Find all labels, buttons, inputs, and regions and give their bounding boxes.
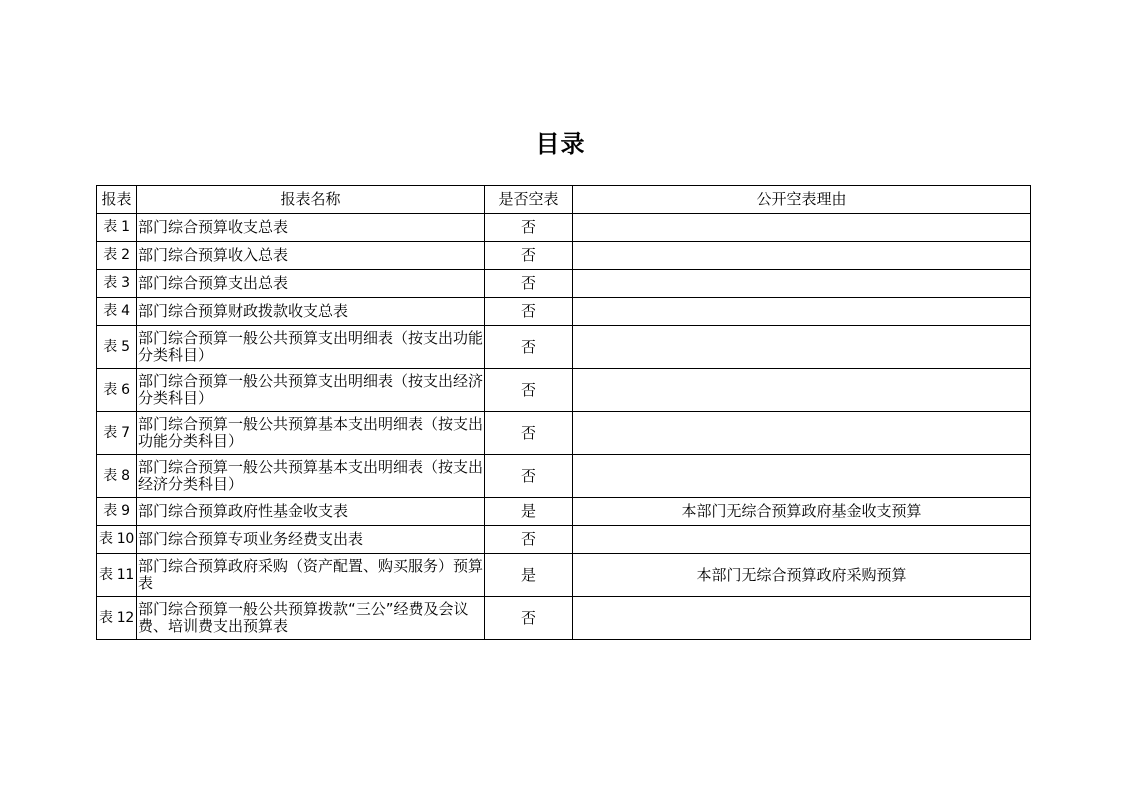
report-name: 部门综合预算财政拨款收支总表 (137, 298, 485, 326)
is-empty: 是 (485, 498, 573, 526)
is-empty: 否 (485, 412, 573, 455)
empty-reason (573, 326, 1031, 369)
report-no: 表 1 (97, 214, 137, 242)
is-empty: 否 (485, 298, 573, 326)
empty-reason (573, 597, 1031, 640)
empty-reason: 本部门无综合预算政府采购预算 (573, 554, 1031, 597)
report-name: 部门综合预算一般公共预算支出明细表（按支出经济分类科目） (137, 369, 485, 412)
report-no: 表 8 (97, 455, 137, 498)
report-no: 表 4 (97, 298, 137, 326)
is-empty: 是 (485, 554, 573, 597)
report-no: 表 5 (97, 326, 137, 369)
empty-reason (573, 412, 1031, 455)
page-title: 目录 (535, 130, 586, 158)
empty-reason (573, 270, 1031, 298)
report-no: 表 9 (97, 498, 137, 526)
header-report-name: 报表名称 (137, 186, 485, 214)
empty-reason (573, 242, 1031, 270)
report-name: 部门综合预算一般公共预算基本支出明细表（按支出功能分类科目） (137, 412, 485, 455)
report-no: 表 3 (97, 270, 137, 298)
is-empty: 否 (485, 242, 573, 270)
empty-reason (573, 526, 1031, 554)
is-empty: 否 (485, 214, 573, 242)
empty-reason (573, 455, 1031, 498)
report-name: 部门综合预算支出总表 (137, 270, 485, 298)
report-name: 部门综合预算一般公共预算支出明细表（按支出功能分类科目） (137, 326, 485, 369)
report-name: 部门综合预算政府采购（资产配置、购买服务）预算表 (137, 554, 485, 597)
empty-reason: 本部门无综合预算政府基金收支预算 (573, 498, 1031, 526)
table-row (97, 597, 1031, 640)
report-name: 部门综合预算政府性基金收支表 (137, 498, 485, 526)
report-name: 部门综合预算专项业务经费支出表 (137, 526, 485, 554)
is-empty: 否 (485, 526, 573, 554)
empty-reason (573, 298, 1031, 326)
table-row (97, 369, 1031, 412)
table-row (97, 554, 1031, 597)
header-empty-reason: 公开空表理由 (573, 186, 1031, 214)
table-row (97, 298, 1031, 326)
table-row (97, 526, 1031, 554)
is-empty: 否 (485, 270, 573, 298)
is-empty: 否 (485, 597, 573, 640)
is-empty: 否 (485, 326, 573, 369)
table-row (97, 455, 1031, 498)
report-name: 部门综合预算收支总表 (137, 214, 485, 242)
report-no: 表 2 (97, 242, 137, 270)
header-is-empty: 是否空表 (485, 186, 573, 214)
table-row (97, 270, 1031, 298)
report-no: 表 6 (97, 369, 137, 412)
table-row (97, 412, 1031, 455)
report-name: 部门综合预算一般公共预算基本支出明细表（按支出经济分类科目） (137, 455, 485, 498)
report-no: 表 12 (97, 597, 137, 640)
empty-reason (573, 369, 1031, 412)
empty-reason (573, 214, 1031, 242)
report-name: 部门综合预算一般公共预算拨款“三公”经费及会议费、培训费支出预算表 (137, 597, 485, 640)
table-row (97, 498, 1031, 526)
is-empty: 否 (485, 455, 573, 498)
report-no: 表 11 (97, 554, 137, 597)
table-row (97, 242, 1031, 270)
table-row (97, 326, 1031, 369)
report-no: 表 10 (97, 526, 137, 554)
toc-table (96, 185, 1031, 640)
report-no: 表 7 (97, 412, 137, 455)
report-name: 部门综合预算收入总表 (137, 242, 485, 270)
table-header-row (97, 186, 1031, 214)
is-empty: 否 (485, 369, 573, 412)
table-row (97, 214, 1031, 242)
header-report-no: 报表 (97, 186, 137, 214)
